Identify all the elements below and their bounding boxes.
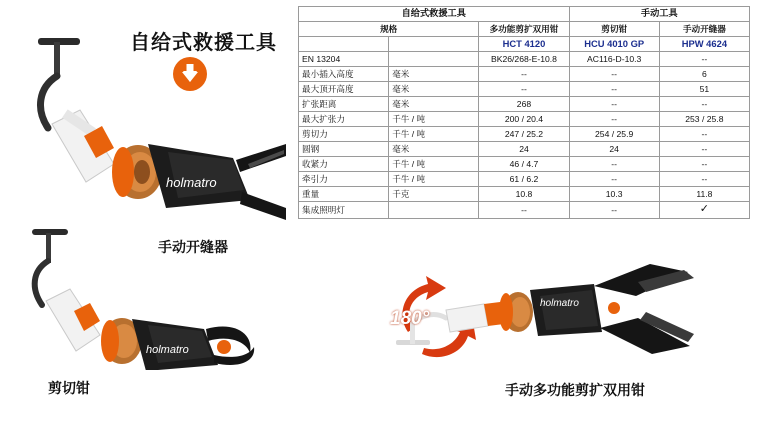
table-row: [299, 187, 750, 202]
row-value: 51: [659, 82, 749, 97]
row-unit: [389, 202, 479, 219]
row-value: 61 / 6.2: [479, 172, 569, 187]
group-header-cell: 手动工具: [569, 7, 749, 22]
row-value: --: [659, 157, 749, 172]
row-value: 6: [659, 67, 749, 82]
row-value: BK26/268-E-10.8: [479, 52, 569, 67]
table-row: [299, 67, 750, 82]
table-group-header-row: [299, 7, 750, 22]
model-hct-4120: HCT 4120: [479, 37, 569, 52]
row-value: --: [569, 82, 659, 97]
group-header-cell: 自给式救援工具: [299, 7, 570, 22]
row-value: 247 / 25.2: [479, 127, 569, 142]
row-value: --: [479, 82, 569, 97]
row-unit: 千牛 / 吨: [389, 112, 479, 127]
product-image-combi-tool: [388, 262, 718, 380]
page-title: 自给式救援工具: [130, 32, 277, 54]
row-unit: 千牛 / 吨: [389, 127, 479, 142]
product-label-cutter: 剪切钳: [48, 380, 90, 396]
row-unit: [389, 52, 479, 67]
table-row: [299, 97, 750, 112]
table-row: [299, 172, 750, 187]
table-row: [299, 82, 750, 97]
row-value: --: [659, 127, 749, 142]
product-label-combi-tool: 手动多功能剪扩双用钳: [505, 382, 645, 398]
row-value: 268: [479, 97, 569, 112]
table-row: [299, 52, 750, 67]
table-subgroup-header-row: [299, 22, 750, 37]
table-row: [299, 127, 750, 142]
table-row: [299, 142, 750, 157]
row-value: --: [569, 202, 659, 219]
model-hpw-4624: HPW 4624: [659, 37, 749, 52]
row-value: 46 / 4.7: [479, 157, 569, 172]
row-label: 收紧力: [299, 157, 389, 172]
row-unit: 毫米: [389, 67, 479, 82]
row-value: --: [479, 67, 569, 82]
row-label: 最小插入高度: [299, 67, 389, 82]
row-label: EN 13204: [299, 52, 389, 67]
row-value: --: [659, 172, 749, 187]
row-unit: 千牛 / 吨: [389, 157, 479, 172]
row-value: 11.8: [659, 187, 749, 202]
subgroup-header-combi: 多功能剪扩双用钳: [479, 22, 569, 37]
row-value: --: [659, 52, 749, 67]
row-value: --: [569, 97, 659, 112]
row-value: 24: [569, 142, 659, 157]
model-hcu-4010-gp: HCU 4010 GP: [569, 37, 659, 52]
row-label: 重量: [299, 187, 389, 202]
row-label: 最大扩张力: [299, 112, 389, 127]
product-label-spreader: 手动开缝器: [158, 239, 228, 255]
row-label: 集成照明灯: [299, 202, 389, 219]
table-row: [299, 112, 750, 127]
table-model-row: [299, 37, 750, 52]
row-value: 10.3: [569, 187, 659, 202]
row-unit: 毫米: [389, 82, 479, 97]
svg-text:holmatro: holmatro: [146, 344, 189, 356]
specification-table: [298, 6, 750, 219]
table-row: [299, 202, 750, 219]
row-value: --: [659, 97, 749, 112]
product-image-spreader: [18, 32, 288, 227]
row-unit: 毫米: [389, 142, 479, 157]
subgroup-header-cutter: 剪切钳: [569, 22, 659, 37]
row-value: --: [569, 157, 659, 172]
subgroup-header-spec: 规格: [299, 22, 479, 37]
row-value: 24: [479, 142, 569, 157]
row-label: 扩张距离: [299, 97, 389, 112]
row-unit: 千牛 / 吨: [389, 172, 479, 187]
product-image-cutter: [18, 225, 263, 370]
row-label: 牵引力: [299, 172, 389, 187]
svg-text:holmatro: holmatro: [166, 175, 217, 190]
table-row: [299, 157, 750, 172]
row-unit: 千克: [389, 187, 479, 202]
row-label: 圆钢: [299, 142, 389, 157]
row-value: ✓: [659, 202, 749, 219]
row-value: 10.8: [479, 187, 569, 202]
row-value: 253 / 25.8: [659, 112, 749, 127]
row-value: --: [659, 142, 749, 157]
subgroup-header-spreader: 手动开缝器: [659, 22, 749, 37]
row-value: --: [569, 172, 659, 187]
row-value: 200 / 20.4: [479, 112, 569, 127]
row-label: 剪切力: [299, 127, 389, 142]
row-value: AC116-D-10.3: [569, 52, 659, 67]
row-value: --: [479, 202, 569, 219]
svg-text:holmatro: holmatro: [540, 298, 579, 309]
row-value: --: [569, 112, 659, 127]
rotation-badge-label: 180°: [390, 308, 430, 329]
row-label: 最大顶开高度: [299, 82, 389, 97]
row-value: --: [569, 67, 659, 82]
row-unit: 毫米: [389, 97, 479, 112]
row-value: 254 / 25.9: [569, 127, 659, 142]
